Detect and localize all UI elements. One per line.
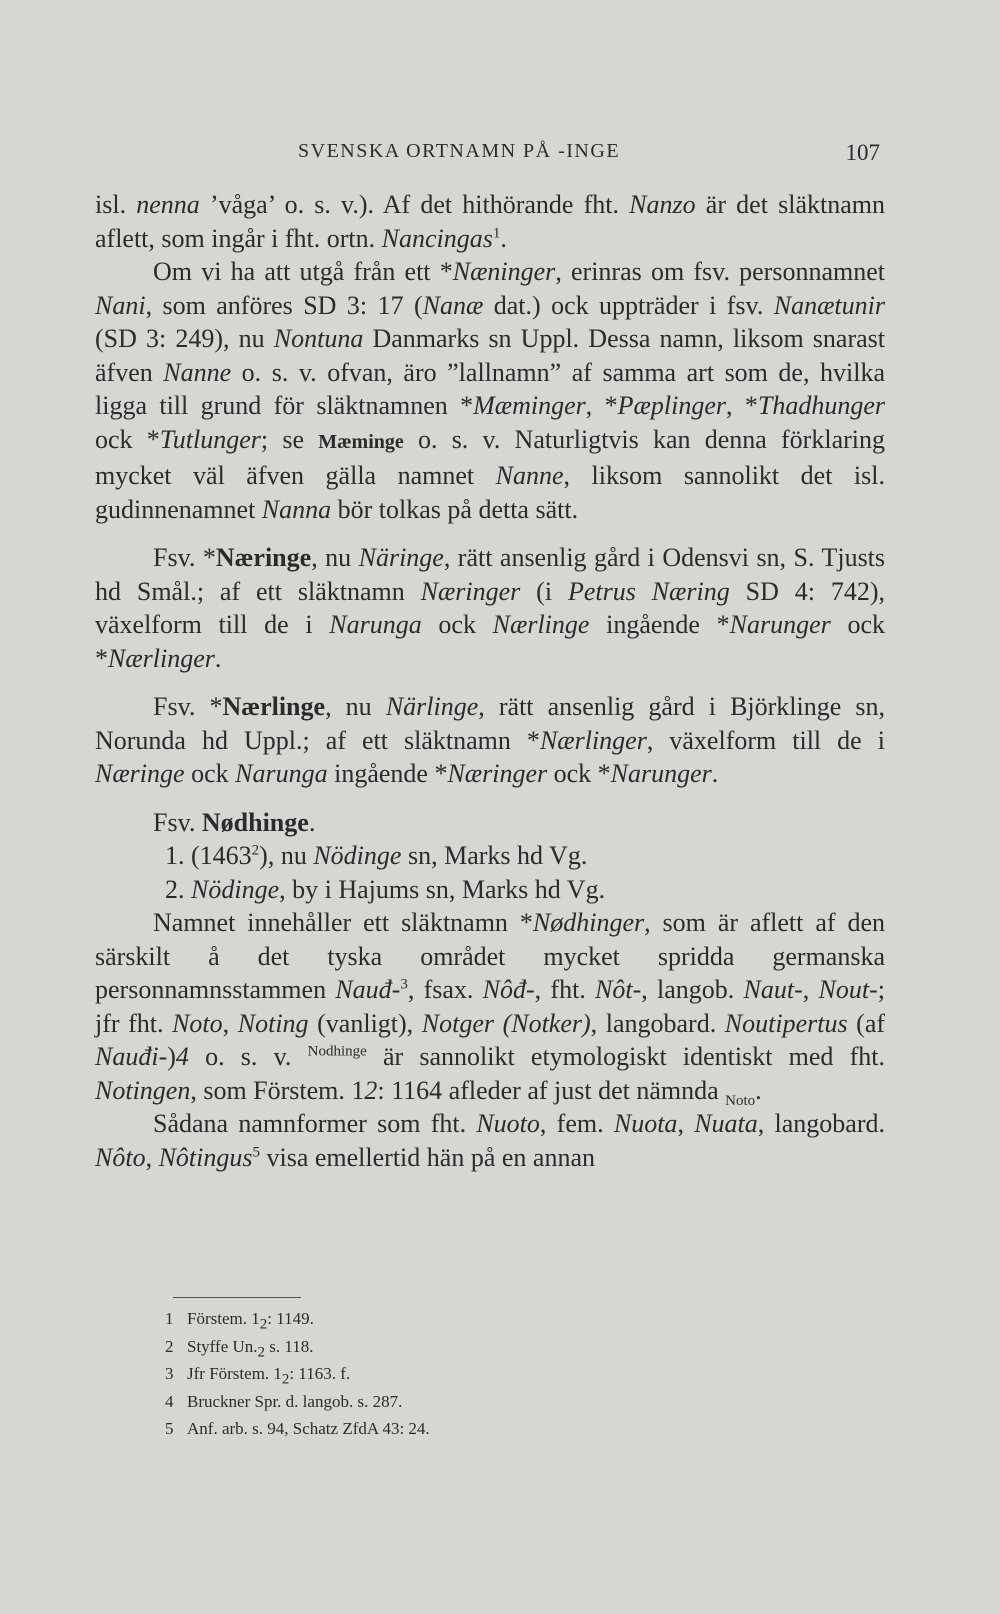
page-header [200, 140, 880, 170]
text: , liksom sannolikt det isl. gudinnenamnet [95, 461, 885, 524]
word-italic: Narunga [235, 759, 328, 788]
word-italic: Nuota [613, 1109, 678, 1138]
headword: Nærlinge [222, 692, 326, 721]
word-italic: Nanætunir [773, 290, 885, 320]
word-italic: Nærlinge [492, 610, 590, 639]
word-italic: Nærlinger [108, 643, 215, 673]
subscript: Noto [725, 1092, 756, 1109]
footnote-divider [173, 1297, 301, 1298]
text: , [222, 1008, 238, 1038]
text: , rätt ansenlig gård i Björklinge sn, Norunda hd Uppl.; af ett släktnamn * [95, 692, 886, 755]
word-italic: Nanne [495, 461, 564, 490]
numbered-item-2 [95, 873, 885, 907]
paragraph-8 [95, 906, 885, 1107]
text: , [802, 975, 819, 1004]
text: , by i Hajums sn, Marks hd Vg. [279, 874, 606, 904]
paragraph-2 [95, 255, 885, 526]
footnote [165, 1360, 430, 1388]
footnotes [165, 1305, 430, 1443]
text: ), nu [259, 841, 314, 870]
subscript: 2 [281, 1371, 290, 1388]
word-italic: Næringer [447, 759, 548, 788]
word-italic: Petrus Næring [567, 576, 730, 606]
text: ock * [95, 610, 886, 673]
word-italic: Närlinge [385, 692, 479, 721]
text: (af [847, 1008, 886, 1038]
text: ock * [547, 759, 611, 788]
text: ingående * [589, 610, 730, 639]
text: 2. [165, 874, 191, 904]
word-italic: 4 [175, 1042, 189, 1071]
footnote-text: : 1163. f. [289, 1364, 351, 1383]
text: , langob. [641, 975, 744, 1004]
word-italic: Nødhinger [532, 908, 645, 937]
text: . [500, 223, 507, 253]
word-italic: Nout- [818, 975, 878, 1004]
footnote-text: Styffe Un. [187, 1336, 258, 1356]
text: ock * [95, 424, 160, 454]
word-italic: Nuata [694, 1109, 758, 1138]
text: , * [585, 391, 618, 420]
footnote [165, 1333, 430, 1361]
text: ock [421, 610, 493, 639]
text: . [755, 1075, 762, 1105]
text: (vanligt), [308, 1008, 422, 1038]
footnote-text: : 1149. [267, 1309, 314, 1328]
text: . [214, 643, 222, 673]
paragraph-3 [95, 541, 885, 675]
text: , [677, 1109, 695, 1138]
text: sn, Marks hd Vg. [401, 841, 588, 870]
word-italic: Nærlinger [539, 725, 647, 755]
word-italic: Notger (Notker) [421, 1008, 591, 1038]
text: visa emellertid hän på en annan [260, 1142, 595, 1172]
word-italic: Nödinge [191, 874, 280, 904]
word-italic: Tutlunger [159, 424, 261, 454]
body-text [95, 188, 885, 1174]
text: Sådana namnformer som fht. [153, 1109, 477, 1138]
text: o. s. v. [188, 1042, 308, 1071]
footnote-text: Jfr Förstem. 1 [187, 1364, 282, 1383]
text: Danmarks sn Uppl. Dessa namn, liksom snarast äfven [95, 324, 885, 387]
footnote [165, 1415, 430, 1443]
footnote-text: Förstem. 1 [187, 1309, 260, 1328]
word-italic: Narunga [329, 610, 422, 639]
footnote-ref: 5 [252, 1143, 260, 1160]
text: , erinras om fsv. personnamnet [555, 257, 885, 286]
word-italic: Nanzo [629, 190, 696, 219]
text: , som Förstem. 1 [190, 1075, 365, 1105]
text: (i [520, 576, 568, 606]
word-italic: Noto [172, 1008, 223, 1038]
text: 1. (1463 [165, 841, 252, 870]
word-italic: Næringer [420, 576, 521, 606]
word-italic: Thadhunger [757, 391, 886, 420]
word-italic: Noting [237, 1008, 309, 1038]
text: , fht. [534, 975, 596, 1004]
text: , växelform till de i [646, 725, 885, 755]
footnote-number: 1 [165, 1309, 174, 1328]
text: (SD 3: 249), nu [95, 324, 274, 353]
word-italic: Nani [95, 290, 146, 320]
text: , langobard. [757, 1109, 886, 1138]
subscript: 2 [259, 1316, 268, 1333]
word-italic: Nôto [95, 1142, 146, 1172]
footnote-text: Anf. arb. s. 94, Schatz ZfdA 43: 24. [187, 1419, 430, 1438]
text: ) [167, 1042, 176, 1071]
text: , fsax. [407, 975, 483, 1004]
word-italic: Naut- [743, 975, 803, 1004]
text: bör tolkas på detta sätt. [331, 494, 579, 524]
paragraph-5 [95, 806, 885, 840]
word-italic: Næringe [95, 759, 185, 788]
text: , * [726, 391, 758, 420]
text: isl. [95, 190, 137, 219]
text: , rätt ansenlig gård i Odensvi sn, S. Tjusts hd Smål.; af ett släktnamn [95, 543, 886, 606]
paragraph-1 [95, 188, 885, 255]
numbered-item-1 [95, 839, 885, 873]
footnote-text: s. 118. [265, 1336, 314, 1356]
text: Fsv. [153, 807, 202, 837]
text: . [308, 807, 316, 837]
footnote-number: 2 [165, 1336, 174, 1356]
footnote-number: 3 [165, 1364, 174, 1383]
word-italic: 2 [364, 1075, 378, 1105]
headword: Næringe [215, 543, 312, 572]
text: , nu [325, 692, 386, 721]
word-italic: Pæplinger [617, 391, 727, 420]
footnote-ref: 2 [251, 842, 260, 859]
word-italic: Noutipertus [724, 1008, 848, 1038]
word-italic: Narunger [610, 759, 712, 788]
word-italic: Nontuna [273, 324, 364, 353]
text: , nu [311, 543, 359, 572]
text: . [711, 759, 719, 788]
text: , [145, 1142, 159, 1172]
word-italic: Nôt- [595, 975, 642, 1004]
word-italic: Notingen [95, 1075, 191, 1105]
text: ; jfr fht. [95, 975, 885, 1038]
text: är det släktnamn aflett, som ingår i fht. ortn. [95, 190, 885, 253]
word-italic: Narunger [729, 610, 831, 639]
text: ingående * [327, 759, 448, 788]
headword: Nødhinge [201, 807, 309, 837]
word-italic: Nödinge [313, 841, 402, 870]
word-italic: Näringe [358, 543, 444, 572]
footnote-text: Bruckner Spr. d. langob. s. 287. [187, 1391, 403, 1411]
word-italic: Nanæ [422, 290, 484, 320]
footnote-ref: Nodhinge [307, 1043, 367, 1060]
text: , fem. [539, 1109, 614, 1138]
text: , som anföres SD 3: 17 ( [145, 290, 423, 320]
word-italic: Nanna [261, 494, 332, 524]
text: , som är aflett af den särskilt å det tyska området mycket spridda germanska personnamnsstammen [95, 908, 886, 1004]
page-number: 107 [845, 140, 880, 165]
word-bold: Mæminge [318, 430, 404, 453]
subscript: 2 [257, 1343, 266, 1360]
word-italic: Nanne [163, 357, 232, 387]
text: ock [184, 759, 236, 788]
paragraph-4 [95, 690, 885, 791]
footnote-ref: 3 [400, 976, 408, 993]
text: Fsv. * [153, 692, 223, 721]
word-italic: Nôtingus [158, 1142, 253, 1172]
text: , langobard. [590, 1008, 725, 1038]
footnote [165, 1388, 430, 1416]
text: o. s. v. ofvan, äro ”lallnamn” af samma art som de, hvilka ligga till grund för släktnamnen * [95, 357, 885, 420]
word-italic: Næninger [452, 257, 556, 286]
text: dat.) ock uppträder i fsv. [483, 290, 774, 320]
word-italic: Nôđ- [482, 975, 535, 1004]
text: o. s. v. Naturligtvis kan denna förklaring mycket väl äfven gälla namnet [95, 424, 885, 490]
text: är sannolikt etymologiskt identiskt med fht. [366, 1042, 885, 1071]
text: ; se [260, 424, 319, 454]
word-italic: Nancingas [381, 223, 493, 253]
word-italic: nenna [136, 190, 200, 219]
footnote-ref: 1 [492, 224, 501, 241]
word-italic: Nauđ- [335, 975, 401, 1004]
running-head: SVENSKA ORTNAMN PÅ -INGE [298, 140, 621, 162]
footnote [165, 1305, 430, 1333]
text: SD 4: 742), växelform till de i [95, 576, 885, 639]
text: Om vi ha att utgå från ett * [153, 257, 453, 286]
word-italic: Nauđi- [95, 1042, 168, 1071]
footnote-number: 5 [165, 1419, 174, 1438]
text: ’våga’ o. s. v.). Af det hithörande fht. [199, 190, 630, 219]
text: Namnet innehåller ett släktnamn * [153, 908, 533, 937]
word-italic: Nuoto [476, 1109, 540, 1138]
footnote-number: 4 [165, 1391, 174, 1411]
text: Fsv. * [153, 543, 216, 572]
paragraph-9 [95, 1107, 885, 1174]
word-italic: Mæminger [473, 391, 586, 420]
text: : 1164 afleder af just det nämnda [377, 1075, 726, 1105]
